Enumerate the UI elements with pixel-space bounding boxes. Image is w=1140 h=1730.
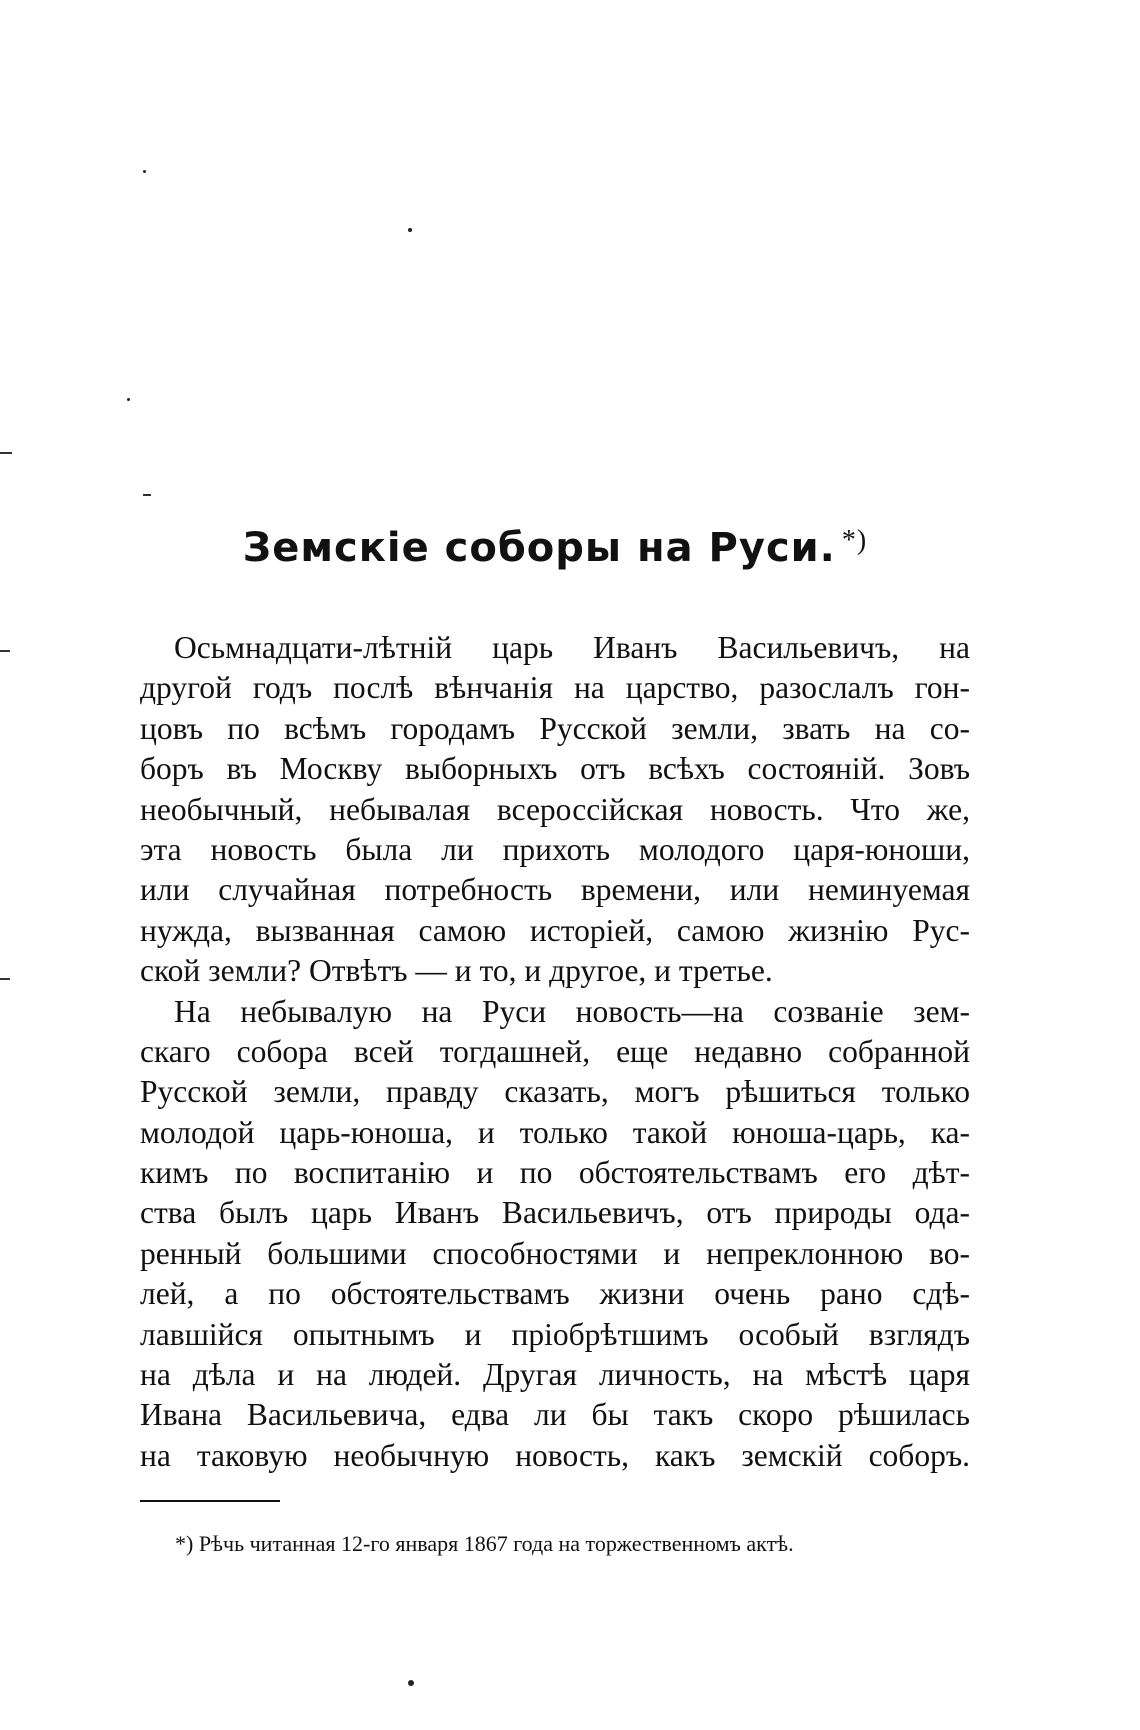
- text-line: молодой царь-юноша, и только такой юноша-царь, ка-: [140, 1114, 970, 1150]
- text-line: ской земли? Отвѣтъ — и то, и другое, и третье.: [140, 953, 773, 989]
- text-line: боръ въ Москву выборныхъ отъ всѣхъ состояній. Зовъ: [140, 751, 970, 787]
- page-title: [140, 525, 970, 571]
- text-line: на таковую необычную новость, какъ земскій соборъ.: [140, 1437, 970, 1473]
- text-line: на дѣла и на людей. Другая личность, на мѣстѣ царя: [140, 1357, 970, 1393]
- text-line: цовъ по всѣмъ городамъ Русской земли, звать на со-: [140, 710, 970, 746]
- margin-mark: [0, 978, 10, 980]
- text-line: эта новость была ли прихоть молодого царя-юноши,: [140, 831, 970, 867]
- text-line: необычный, небывалая всероссійская новость. Что же,: [140, 791, 970, 827]
- title-text: Земскіе соборы на Руси.: [242, 525, 836, 571]
- scan-speck: [408, 1680, 414, 1686]
- scan-speck: [408, 228, 412, 232]
- text-line: Осьмнадцати-лѣтній царь Иванъ Васильевичъ, на: [174, 630, 970, 665]
- text-line: ренный большими способностями и непреклонною во-: [140, 1235, 970, 1271]
- margin-mark: [0, 452, 12, 454]
- footnote: *) Рѣчь читанная 12-го января 1867 года на торжественномъ актѣ.: [175, 1531, 794, 1556]
- margin-mark: [143, 494, 151, 496]
- body-text: [140, 628, 970, 1476]
- margin-mark: [0, 650, 10, 652]
- text-line: ства былъ царь Иванъ Васильевичъ, отъ природы ода-: [140, 1195, 970, 1231]
- text-line: лей, а по обстоятельствамъ жизни очень рано сдѣ-: [140, 1276, 970, 1312]
- text-line: кимъ по воспитанію и по обстоятельствамъ его дѣт-: [140, 1155, 970, 1191]
- scan-speck: [127, 398, 130, 401]
- text-line: другой годъ послѣ вѣнчанія на царство, разослалъ гон-: [140, 670, 970, 706]
- text-line: лавшійся опытнымъ и пріобрѣтшимъ особый взглядъ: [140, 1316, 970, 1352]
- text-line: скаго собора всей тогдашней, еще недавно собранной: [140, 1033, 970, 1069]
- footnote-divider: [140, 1500, 280, 1502]
- text-line: или случайная потребность времени, или неминуемая: [140, 872, 970, 908]
- scan-speck: [143, 170, 146, 173]
- text-line: На небывалую на Руси новость—на созваніе зем-: [174, 993, 970, 1029]
- text-line: нужда, вызванная самою исторіей, самою жизнію Рус-: [140, 912, 970, 948]
- text-line: Ивана Васильевича, едва ли бы такъ скоро рѣшилась: [140, 1397, 970, 1433]
- footnote-marker: *): [841, 525, 868, 556]
- text-line: Русской земли, правду сказать, могъ рѣшиться только: [140, 1074, 970, 1110]
